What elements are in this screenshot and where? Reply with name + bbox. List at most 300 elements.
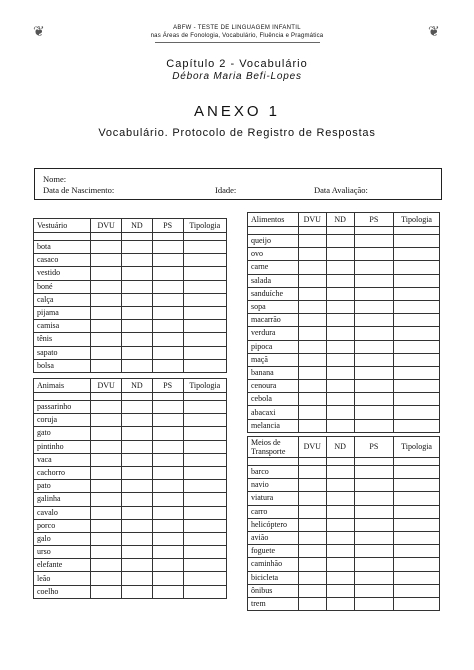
item-label: sapato: [34, 346, 91, 359]
nd-cell[interactable]: [122, 254, 153, 267]
nd-cell[interactable]: [326, 235, 354, 248]
tipologia-cell[interactable]: [183, 254, 227, 267]
column-header: Tipologia: [394, 213, 440, 227]
spacer-cell: [298, 227, 326, 235]
column-header: DVU: [298, 213, 326, 227]
tipologia-cell[interactable]: [183, 519, 227, 532]
dvu-cell[interactable]: [298, 406, 326, 419]
item-label: helicóptero: [248, 518, 299, 531]
dvu-cell[interactable]: [91, 427, 122, 440]
item-label: coruja: [34, 414, 91, 427]
age-field-label[interactable]: Idade:: [215, 185, 237, 195]
item-label: gato: [34, 427, 91, 440]
tipologia-cell[interactable]: [394, 366, 440, 379]
nd-cell[interactable]: [326, 261, 354, 274]
item-label: barco: [248, 466, 299, 479]
dvu-cell[interactable]: [298, 340, 326, 353]
item-label: trem: [248, 597, 299, 610]
column-header: ND: [326, 213, 354, 227]
table-row: [248, 235, 440, 248]
ps-cell[interactable]: [152, 546, 183, 559]
dvu-cell[interactable]: [298, 584, 326, 597]
ps-cell[interactable]: [354, 545, 394, 558]
item-label: porco: [34, 519, 91, 532]
table-row: [34, 320, 227, 333]
column-header: Tipologia: [394, 437, 440, 458]
nd-cell[interactable]: [122, 440, 153, 453]
item-label: carne: [248, 261, 299, 274]
tipologia-cell[interactable]: [394, 492, 440, 505]
table-row: [34, 359, 227, 372]
spacer-cell: [248, 227, 299, 235]
item-label: vaca: [34, 453, 91, 466]
dvu-cell[interactable]: [91, 519, 122, 532]
dvu-cell[interactable]: [298, 248, 326, 261]
nd-cell[interactable]: [122, 320, 153, 333]
tipologia-cell[interactable]: [183, 427, 227, 440]
dvu-cell[interactable]: [298, 558, 326, 571]
tipologia-cell[interactable]: [183, 241, 227, 254]
nd-cell[interactable]: [122, 572, 153, 585]
nd-cell[interactable]: [122, 453, 153, 466]
ps-cell[interactable]: [354, 300, 394, 313]
ps-cell[interactable]: [354, 492, 394, 505]
tipologia-cell[interactable]: [183, 480, 227, 493]
nd-cell[interactable]: [326, 419, 354, 432]
nd-cell[interactable]: [122, 414, 153, 427]
item-label: banana: [248, 366, 299, 379]
ps-cell[interactable]: [354, 393, 394, 406]
ps-cell[interactable]: [152, 559, 183, 572]
table-row: [248, 261, 440, 274]
ps-cell[interactable]: [152, 572, 183, 585]
table-row: [34, 572, 227, 585]
tipologia-cell[interactable]: [183, 333, 227, 346]
nd-cell[interactable]: [326, 366, 354, 379]
nd-cell[interactable]: [326, 380, 354, 393]
ps-cell[interactable]: [152, 359, 183, 372]
dvu-cell[interactable]: [91, 506, 122, 519]
ps-cell[interactable]: [354, 366, 394, 379]
tipologia-cell[interactable]: [183, 320, 227, 333]
ps-cell[interactable]: [152, 267, 183, 280]
item-label: macarrão: [248, 314, 299, 327]
table-row: [248, 327, 440, 340]
ps-cell[interactable]: [152, 346, 183, 359]
tipologia-cell[interactable]: [394, 261, 440, 274]
ps-cell[interactable]: [354, 518, 394, 531]
nd-cell[interactable]: [122, 466, 153, 479]
tipologia-cell[interactable]: [394, 419, 440, 432]
item-label: casaco: [34, 254, 91, 267]
nd-cell[interactable]: [326, 340, 354, 353]
dvu-cell[interactable]: [91, 493, 122, 506]
nd-cell[interactable]: [122, 306, 153, 319]
dvu-cell[interactable]: [298, 393, 326, 406]
ps-cell[interactable]: [152, 414, 183, 427]
dvu-cell[interactable]: [91, 241, 122, 254]
table-row: [34, 254, 227, 267]
tipologia-cell[interactable]: [183, 585, 227, 598]
ps-cell[interactable]: [152, 585, 183, 598]
dvu-cell[interactable]: [298, 235, 326, 248]
ps-cell[interactable]: [152, 440, 183, 453]
dvu-cell[interactable]: [298, 300, 326, 313]
table-row: [34, 241, 227, 254]
dvu-cell[interactable]: [91, 532, 122, 545]
ps-cell[interactable]: [152, 333, 183, 346]
dob-field-label[interactable]: Data de Nascimento:: [43, 185, 115, 195]
tipologia-cell[interactable]: [394, 287, 440, 300]
dvu-cell[interactable]: [91, 320, 122, 333]
ps-cell[interactable]: [354, 584, 394, 597]
nd-cell[interactable]: [326, 274, 354, 287]
floral-ornament-icon: ❦: [428, 23, 440, 39]
nd-cell[interactable]: [122, 293, 153, 306]
tipologia-cell[interactable]: [394, 518, 440, 531]
author-name: Débora Maria Befi-Lopes: [172, 71, 302, 82]
tipologia-cell[interactable]: [394, 327, 440, 340]
ps-cell[interactable]: [354, 597, 394, 610]
ps-cell[interactable]: [152, 401, 183, 414]
item-label: bolsa: [34, 359, 91, 372]
tipologia-cell[interactable]: [394, 479, 440, 492]
nd-cell[interactable]: [122, 532, 153, 545]
item-label: pato: [34, 480, 91, 493]
tipologia-cell[interactable]: [394, 274, 440, 287]
ps-cell[interactable]: [354, 314, 394, 327]
food-table: [247, 212, 440, 433]
ps-cell[interactable]: [354, 419, 394, 432]
nd-cell[interactable]: [326, 558, 354, 571]
spacer-cell: [326, 458, 354, 466]
tipologia-cell[interactable]: [183, 414, 227, 427]
nd-cell[interactable]: [326, 492, 354, 505]
nd-cell[interactable]: [326, 531, 354, 544]
tipologia-cell[interactable]: [394, 558, 440, 571]
tipologia-cell[interactable]: [183, 346, 227, 359]
item-label: carro: [248, 505, 299, 518]
nd-cell[interactable]: [326, 300, 354, 313]
table-row: [248, 518, 440, 531]
tipologia-cell[interactable]: [394, 300, 440, 313]
column-header: PS: [354, 213, 394, 227]
item-label: abacaxi: [248, 406, 299, 419]
nd-cell[interactable]: [122, 506, 153, 519]
tipologia-cell[interactable]: [394, 466, 440, 479]
dvu-cell[interactable]: [91, 401, 122, 414]
table-row: [34, 401, 227, 414]
eval-date-field-label[interactable]: Data Avaliação:: [314, 185, 368, 195]
tipologia-cell[interactable]: [394, 393, 440, 406]
tipologia-cell[interactable]: [183, 546, 227, 559]
tipologia-cell[interactable]: [394, 248, 440, 261]
tipologia-cell[interactable]: [394, 571, 440, 584]
ps-cell[interactable]: [354, 248, 394, 261]
ps-cell[interactable]: [152, 427, 183, 440]
dvu-cell[interactable]: [298, 327, 326, 340]
nd-cell[interactable]: [326, 597, 354, 610]
nd-cell[interactable]: [326, 287, 354, 300]
tipologia-cell[interactable]: [183, 359, 227, 372]
tipologia-cell[interactable]: [183, 440, 227, 453]
ps-cell[interactable]: [354, 558, 394, 571]
table-row: [34, 559, 227, 572]
name-field-label[interactable]: Nome:: [43, 174, 67, 184]
dvu-cell[interactable]: [298, 287, 326, 300]
nd-cell[interactable]: [326, 393, 354, 406]
ps-cell[interactable]: [152, 241, 183, 254]
item-label: vestido: [34, 267, 91, 280]
tipologia-cell[interactable]: [183, 559, 227, 572]
dvu-cell[interactable]: [91, 280, 122, 293]
nd-cell[interactable]: [326, 353, 354, 366]
dvu-cell[interactable]: [91, 306, 122, 319]
table-row: [248, 274, 440, 287]
tipologia-cell[interactable]: [183, 293, 227, 306]
nd-cell[interactable]: [122, 519, 153, 532]
tipologia-cell[interactable]: [394, 353, 440, 366]
nd-cell[interactable]: [122, 280, 153, 293]
dvu-cell[interactable]: [91, 453, 122, 466]
nd-cell[interactable]: [122, 546, 153, 559]
nd-cell[interactable]: [326, 505, 354, 518]
nd-cell[interactable]: [122, 401, 153, 414]
column-header: DVU: [91, 219, 122, 233]
table-row: [34, 519, 227, 532]
item-label: ovo: [248, 248, 299, 261]
ps-cell[interactable]: [354, 531, 394, 544]
item-label: viatura: [248, 492, 299, 505]
dvu-cell[interactable]: [91, 267, 122, 280]
spacer-cell: [34, 393, 91, 401]
table-row: [248, 353, 440, 366]
dvu-cell[interactable]: [91, 254, 122, 267]
header-subtitle: nas Áreas de Fonologia, Vocabulário, Fluência e Pragmática: [150, 33, 324, 39]
ps-cell[interactable]: [354, 406, 394, 419]
ps-cell[interactable]: [152, 519, 183, 532]
ps-cell[interactable]: [354, 571, 394, 584]
spacer-cell: [91, 233, 122, 241]
dvu-cell[interactable]: [298, 492, 326, 505]
nd-cell[interactable]: [122, 359, 153, 372]
nd-cell[interactable]: [122, 559, 153, 572]
ps-cell[interactable]: [152, 280, 183, 293]
animals-table: [33, 378, 227, 599]
nd-cell[interactable]: [122, 480, 153, 493]
ps-cell[interactable]: [152, 480, 183, 493]
dvu-cell[interactable]: [91, 359, 122, 372]
dvu-cell[interactable]: [298, 518, 326, 531]
nd-cell[interactable]: [122, 241, 153, 254]
nd-cell[interactable]: [122, 427, 153, 440]
table-row: [248, 287, 440, 300]
dvu-cell[interactable]: [298, 261, 326, 274]
tipologia-cell[interactable]: [394, 314, 440, 327]
nd-cell[interactable]: [122, 267, 153, 280]
column-header: DVU: [91, 379, 122, 393]
dvu-cell[interactable]: [91, 333, 122, 346]
item-label: cachorro: [34, 466, 91, 479]
spacer-cell: [152, 393, 183, 401]
item-label: leão: [34, 572, 91, 585]
column-header: Animais: [34, 379, 91, 393]
dvu-cell[interactable]: [91, 480, 122, 493]
table-row: [34, 453, 227, 466]
tipologia-cell[interactable]: [183, 493, 227, 506]
nd-cell[interactable]: [326, 571, 354, 584]
tipologia-cell[interactable]: [394, 235, 440, 248]
ps-cell[interactable]: [152, 532, 183, 545]
nd-cell[interactable]: [122, 333, 153, 346]
tipologia-cell[interactable]: [183, 532, 227, 545]
table-row: [248, 531, 440, 544]
item-label: ônibus: [248, 584, 299, 597]
ps-cell[interactable]: [152, 506, 183, 519]
ps-cell[interactable]: [354, 287, 394, 300]
tipologia-cell[interactable]: [183, 466, 227, 479]
ps-cell[interactable]: [354, 274, 394, 287]
table-row: [248, 406, 440, 419]
ps-cell[interactable]: [354, 261, 394, 274]
item-label: pipoca: [248, 340, 299, 353]
ps-cell[interactable]: [152, 466, 183, 479]
tipologia-cell[interactable]: [183, 306, 227, 319]
column-header: DVU: [298, 437, 326, 458]
nd-cell[interactable]: [326, 479, 354, 492]
dvu-cell[interactable]: [91, 346, 122, 359]
dvu-cell[interactable]: [298, 380, 326, 393]
table-row: [248, 597, 440, 610]
nd-cell[interactable]: [326, 327, 354, 340]
column-header: ND: [326, 437, 354, 458]
nd-cell[interactable]: [326, 584, 354, 597]
ps-cell[interactable]: [354, 466, 394, 479]
item-label: salada: [248, 274, 299, 287]
ps-cell[interactable]: [354, 340, 394, 353]
nd-cell[interactable]: [122, 585, 153, 598]
ps-cell[interactable]: [354, 353, 394, 366]
clothing-table: [33, 218, 227, 373]
item-label: urso: [34, 546, 91, 559]
item-label: maçã: [248, 353, 299, 366]
ps-cell[interactable]: [354, 327, 394, 340]
floral-ornament-icon: ❦: [33, 23, 45, 39]
chapter-title: Capítulo 2 - Vocabulário: [166, 58, 308, 70]
dvu-cell[interactable]: [91, 585, 122, 598]
column-header: Tipologia: [183, 219, 227, 233]
item-label: elefante: [34, 559, 91, 572]
item-label: sanduíche: [248, 287, 299, 300]
tipologia-cell[interactable]: [183, 280, 227, 293]
dvu-cell[interactable]: [298, 571, 326, 584]
ps-cell[interactable]: [152, 306, 183, 319]
dvu-cell[interactable]: [298, 314, 326, 327]
ps-cell[interactable]: [354, 505, 394, 518]
nd-cell[interactable]: [122, 346, 153, 359]
ps-cell[interactable]: [354, 235, 394, 248]
spacer-cell: [354, 227, 394, 235]
nd-cell[interactable]: [122, 493, 153, 506]
table-row: [248, 380, 440, 393]
column-header: Meios de Transporte: [248, 437, 299, 458]
tipologia-cell[interactable]: [183, 453, 227, 466]
tipologia-cell[interactable]: [183, 401, 227, 414]
dvu-cell[interactable]: [298, 366, 326, 379]
tipologia-cell[interactable]: [394, 531, 440, 544]
column-header: Alimentos: [248, 213, 299, 227]
dvu-cell[interactable]: [298, 531, 326, 544]
tipologia-cell[interactable]: [183, 572, 227, 585]
spacer-cell: [122, 393, 153, 401]
spacer-cell: [394, 458, 440, 466]
spacer-cell: [326, 227, 354, 235]
table-row: [34, 267, 227, 280]
dvu-cell[interactable]: [298, 505, 326, 518]
tipologia-cell[interactable]: [394, 597, 440, 610]
table-row: [248, 466, 440, 479]
tipologia-cell[interactable]: [394, 545, 440, 558]
nd-cell[interactable]: [326, 518, 354, 531]
dvu-cell[interactable]: [91, 572, 122, 585]
nd-cell[interactable]: [326, 545, 354, 558]
dvu-cell[interactable]: [298, 545, 326, 558]
tipologia-cell[interactable]: [183, 506, 227, 519]
table-row: [34, 346, 227, 359]
table-row: [248, 492, 440, 505]
dvu-cell[interactable]: [91, 440, 122, 453]
nd-cell[interactable]: [326, 314, 354, 327]
dvu-cell[interactable]: [91, 466, 122, 479]
item-label: passarinho: [34, 401, 91, 414]
item-label: camisa: [34, 320, 91, 333]
tipologia-cell[interactable]: [394, 340, 440, 353]
dvu-cell[interactable]: [298, 353, 326, 366]
tipologia-cell[interactable]: [183, 267, 227, 280]
ps-cell[interactable]: [152, 254, 183, 267]
dvu-cell[interactable]: [298, 466, 326, 479]
tipologia-cell[interactable]: [394, 584, 440, 597]
spacer-cell: [248, 458, 299, 466]
item-label: cebola: [248, 393, 299, 406]
nd-cell[interactable]: [326, 406, 354, 419]
column-header: PS: [354, 437, 394, 458]
column-header: ND: [122, 219, 153, 233]
tipologia-cell[interactable]: [394, 505, 440, 518]
spacer-cell: [298, 458, 326, 466]
dvu-cell[interactable]: [91, 546, 122, 559]
dvu-cell[interactable]: [91, 414, 122, 427]
ps-cell[interactable]: [152, 293, 183, 306]
dvu-cell[interactable]: [298, 597, 326, 610]
nd-cell[interactable]: [326, 466, 354, 479]
dvu-cell[interactable]: [298, 274, 326, 287]
tipologia-cell[interactable]: [394, 406, 440, 419]
tipologia-cell[interactable]: [394, 380, 440, 393]
spacer-cell: [183, 233, 227, 241]
dvu-cell[interactable]: [91, 559, 122, 572]
ps-cell[interactable]: [152, 453, 183, 466]
item-label: melancia: [248, 419, 299, 432]
dvu-cell[interactable]: [298, 419, 326, 432]
ps-cell[interactable]: [152, 493, 183, 506]
nd-cell[interactable]: [326, 248, 354, 261]
ps-cell[interactable]: [354, 380, 394, 393]
ps-cell[interactable]: [354, 479, 394, 492]
dvu-cell[interactable]: [298, 479, 326, 492]
dvu-cell[interactable]: [91, 293, 122, 306]
ps-cell[interactable]: [152, 320, 183, 333]
